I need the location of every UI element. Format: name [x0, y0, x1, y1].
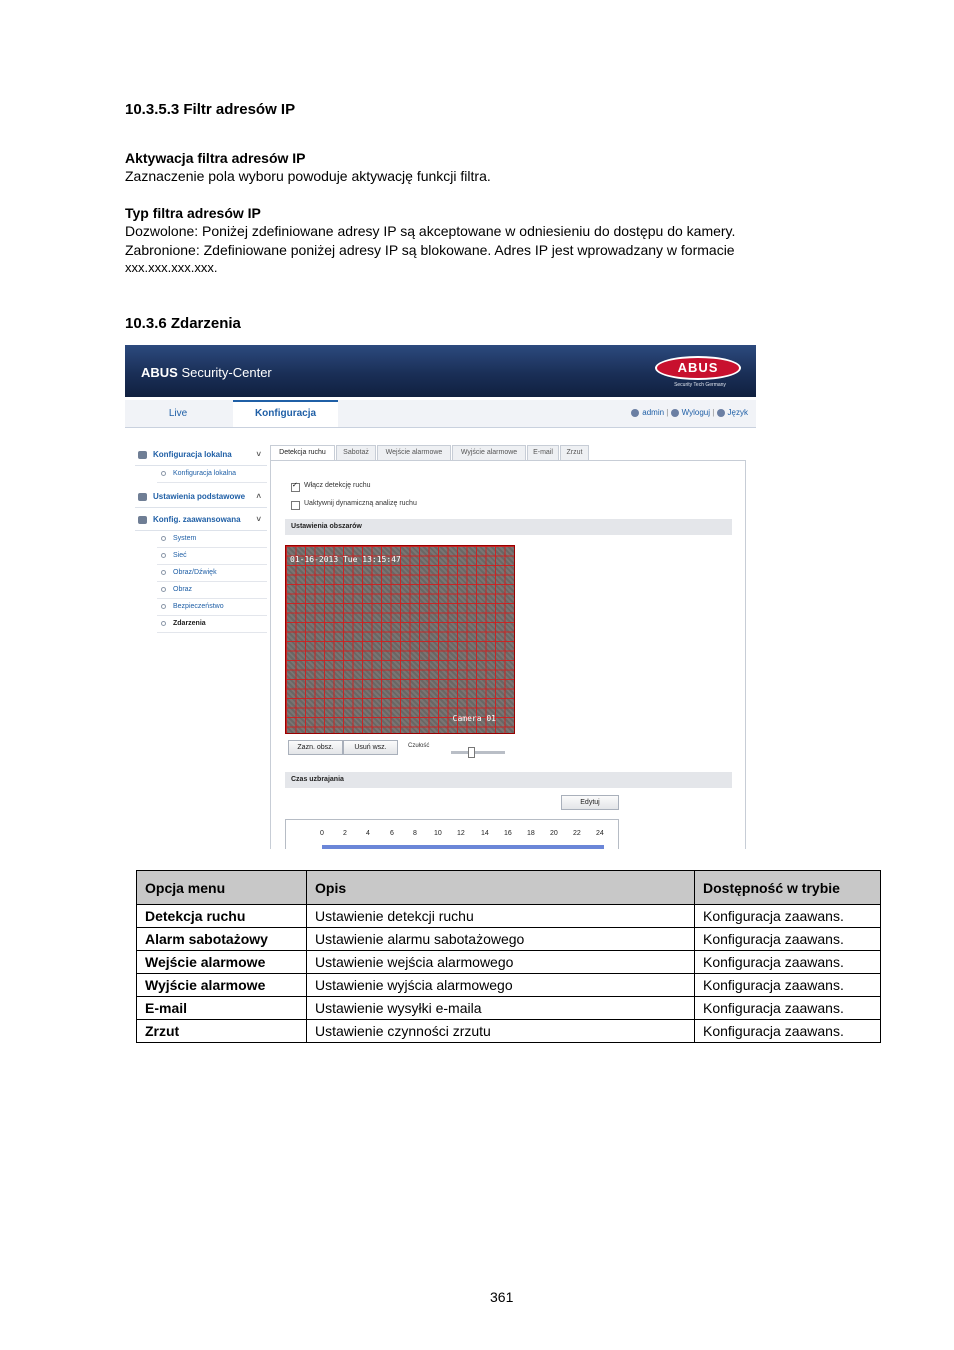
sidebar-item-image[interactable]: Obraz	[157, 582, 267, 599]
description-cell: Ustawienie czynności zrzutu	[307, 1020, 695, 1043]
logo-tagline: Security Tech Germany	[674, 382, 726, 388]
header-banner	[125, 345, 756, 397]
sidebar-item-network[interactable]: Sieć	[157, 548, 267, 565]
tab-konfiguracja[interactable]: Konfiguracja	[233, 400, 338, 427]
table-row	[137, 905, 881, 928]
dynamic-analysis-checkbox[interactable]	[291, 501, 300, 510]
bullet-icon	[161, 587, 166, 592]
sidebar-item-system[interactable]: System	[157, 531, 267, 548]
filter-type-title: Typ filtra adresów IP	[125, 205, 261, 221]
hour-label: 14	[481, 830, 489, 837]
description-cell: Ustawienie wejścia alarmowego	[307, 951, 695, 974]
hour-label: 2	[343, 830, 347, 837]
hour-label: 22	[573, 830, 581, 837]
area-settings-header: Ustawienia obszarów	[285, 519, 732, 535]
user-icon	[631, 409, 639, 417]
activation-title: Aktywacja filtra adresów IP	[125, 150, 306, 166]
schedule-timeline[interactable]	[285, 819, 619, 849]
menu-option-cell: Alarm sabotażowy	[137, 928, 307, 951]
availability-cell: Konfiguracja zaawans.	[695, 997, 881, 1020]
gear-icon	[138, 493, 147, 501]
activation-text: Zaznaczenie pola wyboru powoduje aktywację funkcji filtra.	[125, 168, 491, 184]
language-link[interactable]: Język	[727, 408, 748, 417]
description-cell: Ustawienie wysyłki e-maila	[307, 997, 695, 1020]
hour-label: 12	[457, 830, 465, 837]
events-config-screenshot	[125, 345, 756, 849]
bullet-icon	[161, 570, 166, 575]
enable-motion-checkbox[interactable]	[291, 483, 300, 492]
table-row	[137, 974, 881, 997]
admin-link[interactable]: admin	[642, 408, 665, 417]
menu-option-cell: Wyjście alarmowe	[137, 974, 307, 997]
monitor-icon	[138, 451, 147, 459]
tab-live[interactable]: Live	[168, 408, 188, 419]
menu-option-cell: Detekcja ruchu	[137, 905, 307, 928]
abus-logo: ABUS	[655, 356, 741, 380]
availability-cell: Konfiguracja zaawans.	[695, 928, 881, 951]
table-header-row	[137, 871, 881, 905]
description-cell: Ustawienie alarmu sabotażowego	[307, 928, 695, 951]
hour-label: 6	[390, 830, 394, 837]
table-row	[137, 1020, 881, 1043]
header-menu-option: Opcja menu	[137, 871, 307, 905]
filter-type-line1: Dozwolone: Poniżej zdefiniowane adresy IP są akceptowane w odniesieniu do dostępu do kamery.	[125, 223, 736, 239]
availability-cell: Konfiguracja zaawans.	[695, 905, 881, 928]
osd-camera-name: Camera 01	[452, 714, 496, 723]
header-availability: Dostępność w trybie	[695, 871, 881, 905]
globe-icon	[717, 409, 725, 417]
bullet-icon	[161, 536, 166, 541]
sidebar-item-security[interactable]: Bezpieczeństwo	[157, 599, 267, 616]
bullet-icon	[161, 553, 166, 558]
availability-cell: Konfiguracja zaawans.	[695, 1020, 881, 1043]
events-options-table	[136, 870, 881, 1043]
edit-schedule-button[interactable]: Edytuj	[561, 795, 619, 810]
tab-motion-detection[interactable]: Detekcja ruchu	[270, 445, 335, 461]
enable-motion-label: Włącz detekcję ruchu	[304, 482, 371, 489]
arming-time-header: Czas uzbrajania	[285, 772, 732, 788]
chevron-down-icon: ˅	[256, 450, 261, 459]
sidebar	[135, 445, 267, 633]
hour-label: 10	[434, 830, 442, 837]
content-area	[270, 445, 745, 849]
availability-cell: Konfiguracja zaawans.	[695, 951, 881, 974]
tab-alarm-output[interactable]: Wyjście alarmowe	[452, 445, 526, 460]
camera-preview-grid[interactable]	[285, 545, 515, 734]
menu-option-cell: Wejście alarmowe	[137, 951, 307, 974]
clear-all-button[interactable]: Usuń wsz.	[343, 740, 398, 755]
sidebar-item-events[interactable]: Zdarzenia	[157, 616, 267, 633]
chevron-up-icon: ˄	[256, 492, 261, 501]
menu-option-cell: Zrzut	[137, 1020, 307, 1043]
description-cell: Ustawienie detekcji ruchu	[307, 905, 695, 928]
section-heading-events: 10.3.6 Zdarzenia	[125, 315, 241, 332]
hour-label: 20	[550, 830, 558, 837]
brand-title: ABUS Security-Center	[141, 365, 272, 380]
header-description: Opis	[307, 871, 695, 905]
sidebar-basic-settings[interactable]: Ustawienia podstawowe ˄	[135, 487, 267, 508]
sensitivity-slider-handle[interactable]	[468, 747, 475, 758]
sidebar-local-config[interactable]: Konfiguracja lokalna ˅	[135, 445, 267, 466]
sidebar-item-image-audio[interactable]: Obraz/Dźwięk	[157, 565, 267, 582]
bullet-icon	[161, 621, 166, 626]
user-links: admin | Wyloguj | Język	[631, 408, 748, 417]
availability-cell: Konfiguracja zaawans.	[695, 974, 881, 997]
section-heading-ip-filter: 10.3.5.3 Filtr adresów IP	[125, 101, 296, 118]
osd-timestamp: 01-16-2013 Tue 13:15:47	[290, 555, 401, 564]
bullet-icon	[161, 604, 166, 609]
bullet-icon	[161, 471, 166, 476]
table-row	[137, 928, 881, 951]
mark-area-button[interactable]: Zazn. obsz.	[288, 740, 343, 755]
hour-label: 18	[527, 830, 535, 837]
description-cell: Ustawienie wyjścia alarmowego	[307, 974, 695, 997]
table-row	[137, 997, 881, 1020]
schedule-bar[interactable]	[322, 845, 604, 849]
tab-alarm-input[interactable]: Wejście alarmowe	[377, 445, 451, 460]
sidebar-advanced-config[interactable]: Konfig. zaawansowana ˅	[135, 510, 267, 531]
filter-type-line3: xxx.xxx.xxx.xxx.	[125, 260, 218, 275]
menu-option-cell: E-mail	[137, 997, 307, 1020]
sidebar-item-local-config[interactable]: Konfiguracja lokalna	[157, 466, 267, 483]
hour-label: 0	[320, 830, 324, 837]
hour-label: 16	[504, 830, 512, 837]
hour-label: 4	[366, 830, 370, 837]
page-number: 361	[490, 1289, 514, 1305]
hour-label: 8	[413, 830, 417, 837]
wrench-icon	[138, 516, 147, 524]
tab-snapshot[interactable]: Zrzut	[560, 445, 589, 460]
table-row	[137, 951, 881, 974]
main-nav	[125, 400, 756, 428]
filter-type-line2: Zabronione: Zdefiniowane poniżej adresy IP są blokowane. Adres IP jest wprowadzany w formacie	[125, 242, 735, 258]
dynamic-analysis-label: Uaktywnij dynamiczną analizę ruchu	[304, 500, 417, 507]
tab-email[interactable]: E-mail	[527, 445, 559, 460]
tab-tamper[interactable]: Sabotaż	[336, 445, 376, 460]
hour-label: 24	[596, 830, 604, 837]
sensitivity-label: Czułość	[408, 743, 430, 749]
motion-panel	[270, 460, 746, 849]
chevron-down-icon: ˅	[256, 515, 261, 524]
logout-link[interactable]: Wyloguj	[681, 408, 710, 417]
sensitivity-slider[interactable]	[451, 751, 505, 754]
logout-icon	[671, 409, 679, 417]
